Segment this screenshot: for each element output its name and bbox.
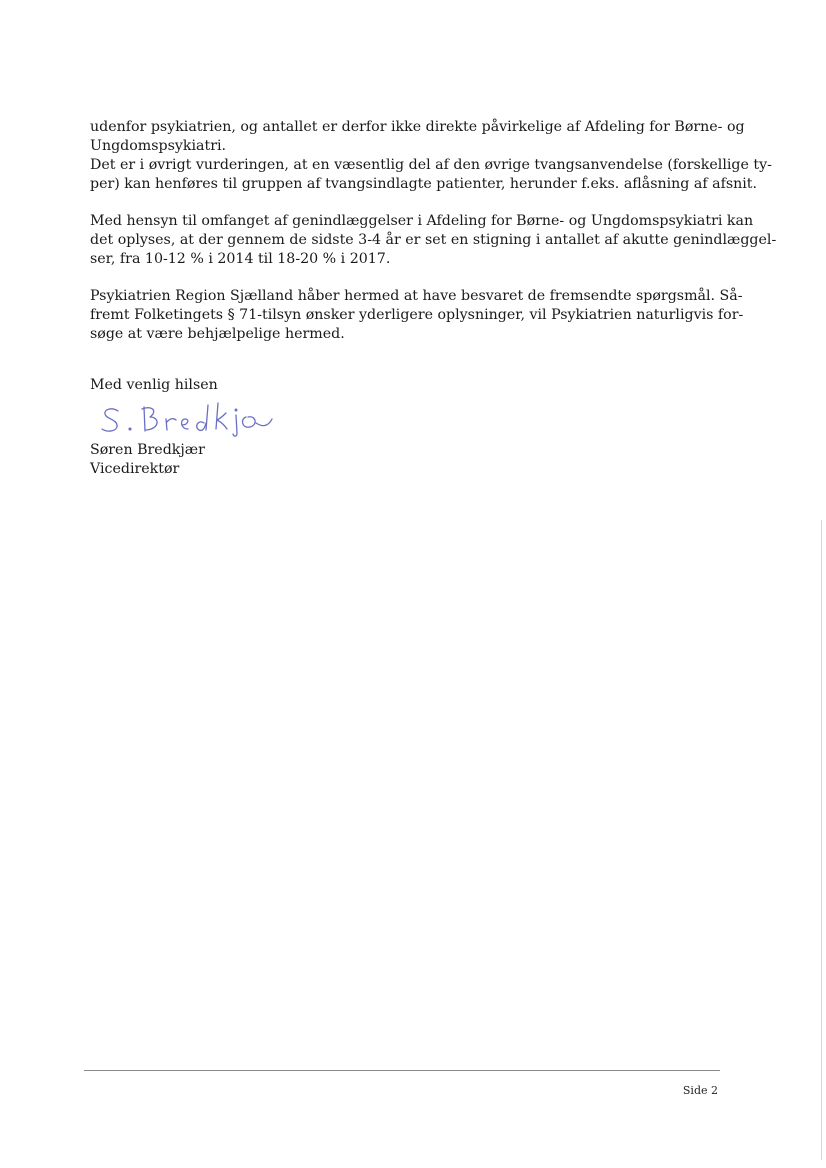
paragraph-1 [90, 118, 772, 194]
text-line: søge at være behjælpelige hermed. [90, 326, 345, 342]
scan-edge-line [821, 520, 822, 1160]
letter-body [90, 118, 777, 479]
text-line: Ungdomspsykiatri. [90, 138, 227, 154]
text-line: Psykiatrien Region Sjælland håber hermed at have besvaret de fremsendte spørgsmål. Så- [90, 288, 743, 304]
paragraph-3 [90, 287, 744, 344]
text-line: udenfor psykiatrien, og antallet er derfor ikke direkte påvirkelige af Afdeling for Børne- og [90, 119, 745, 135]
paragraph-2 [90, 212, 777, 269]
handwritten-signature [90, 401, 730, 441]
text-line: Med hensyn til omfanget af genindlæggelser i Afdeling for Børne- og Ungdomspsykiatri kan [90, 213, 754, 229]
text-line: per) kan henføres til gruppen af tvangsindlagte patienter, herunder f.eks. aflåsning af afsnit. [90, 176, 757, 192]
signer-name: Søren Bredkjær [90, 442, 205, 458]
text-line: Det er i øvrigt vurderingen, at en væsentlig del af den øvrige tvangsanvendelse (forskellige ty- [90, 157, 772, 173]
closing-greeting: Med venlig hilsen [90, 377, 218, 393]
text-line: det oplyses, at der gennem de sidste 3-4 år er set en stigning i antallet af akutte genindlæggel- [90, 232, 777, 248]
signer-title: Vicedirektør [90, 461, 180, 477]
footer-divider [84, 1070, 720, 1071]
text-line: fremt Folketingets § 71-tilsyn ønsker yderligere oplysninger, vil Psykiatrien naturligvis for- [90, 307, 744, 323]
signature-image [96, 397, 286, 443]
text-line: ser, fra 10-12 % i 2014 til 18-20 % i 2017. [90, 251, 391, 267]
page-number: Side 2 [682, 1084, 718, 1097]
